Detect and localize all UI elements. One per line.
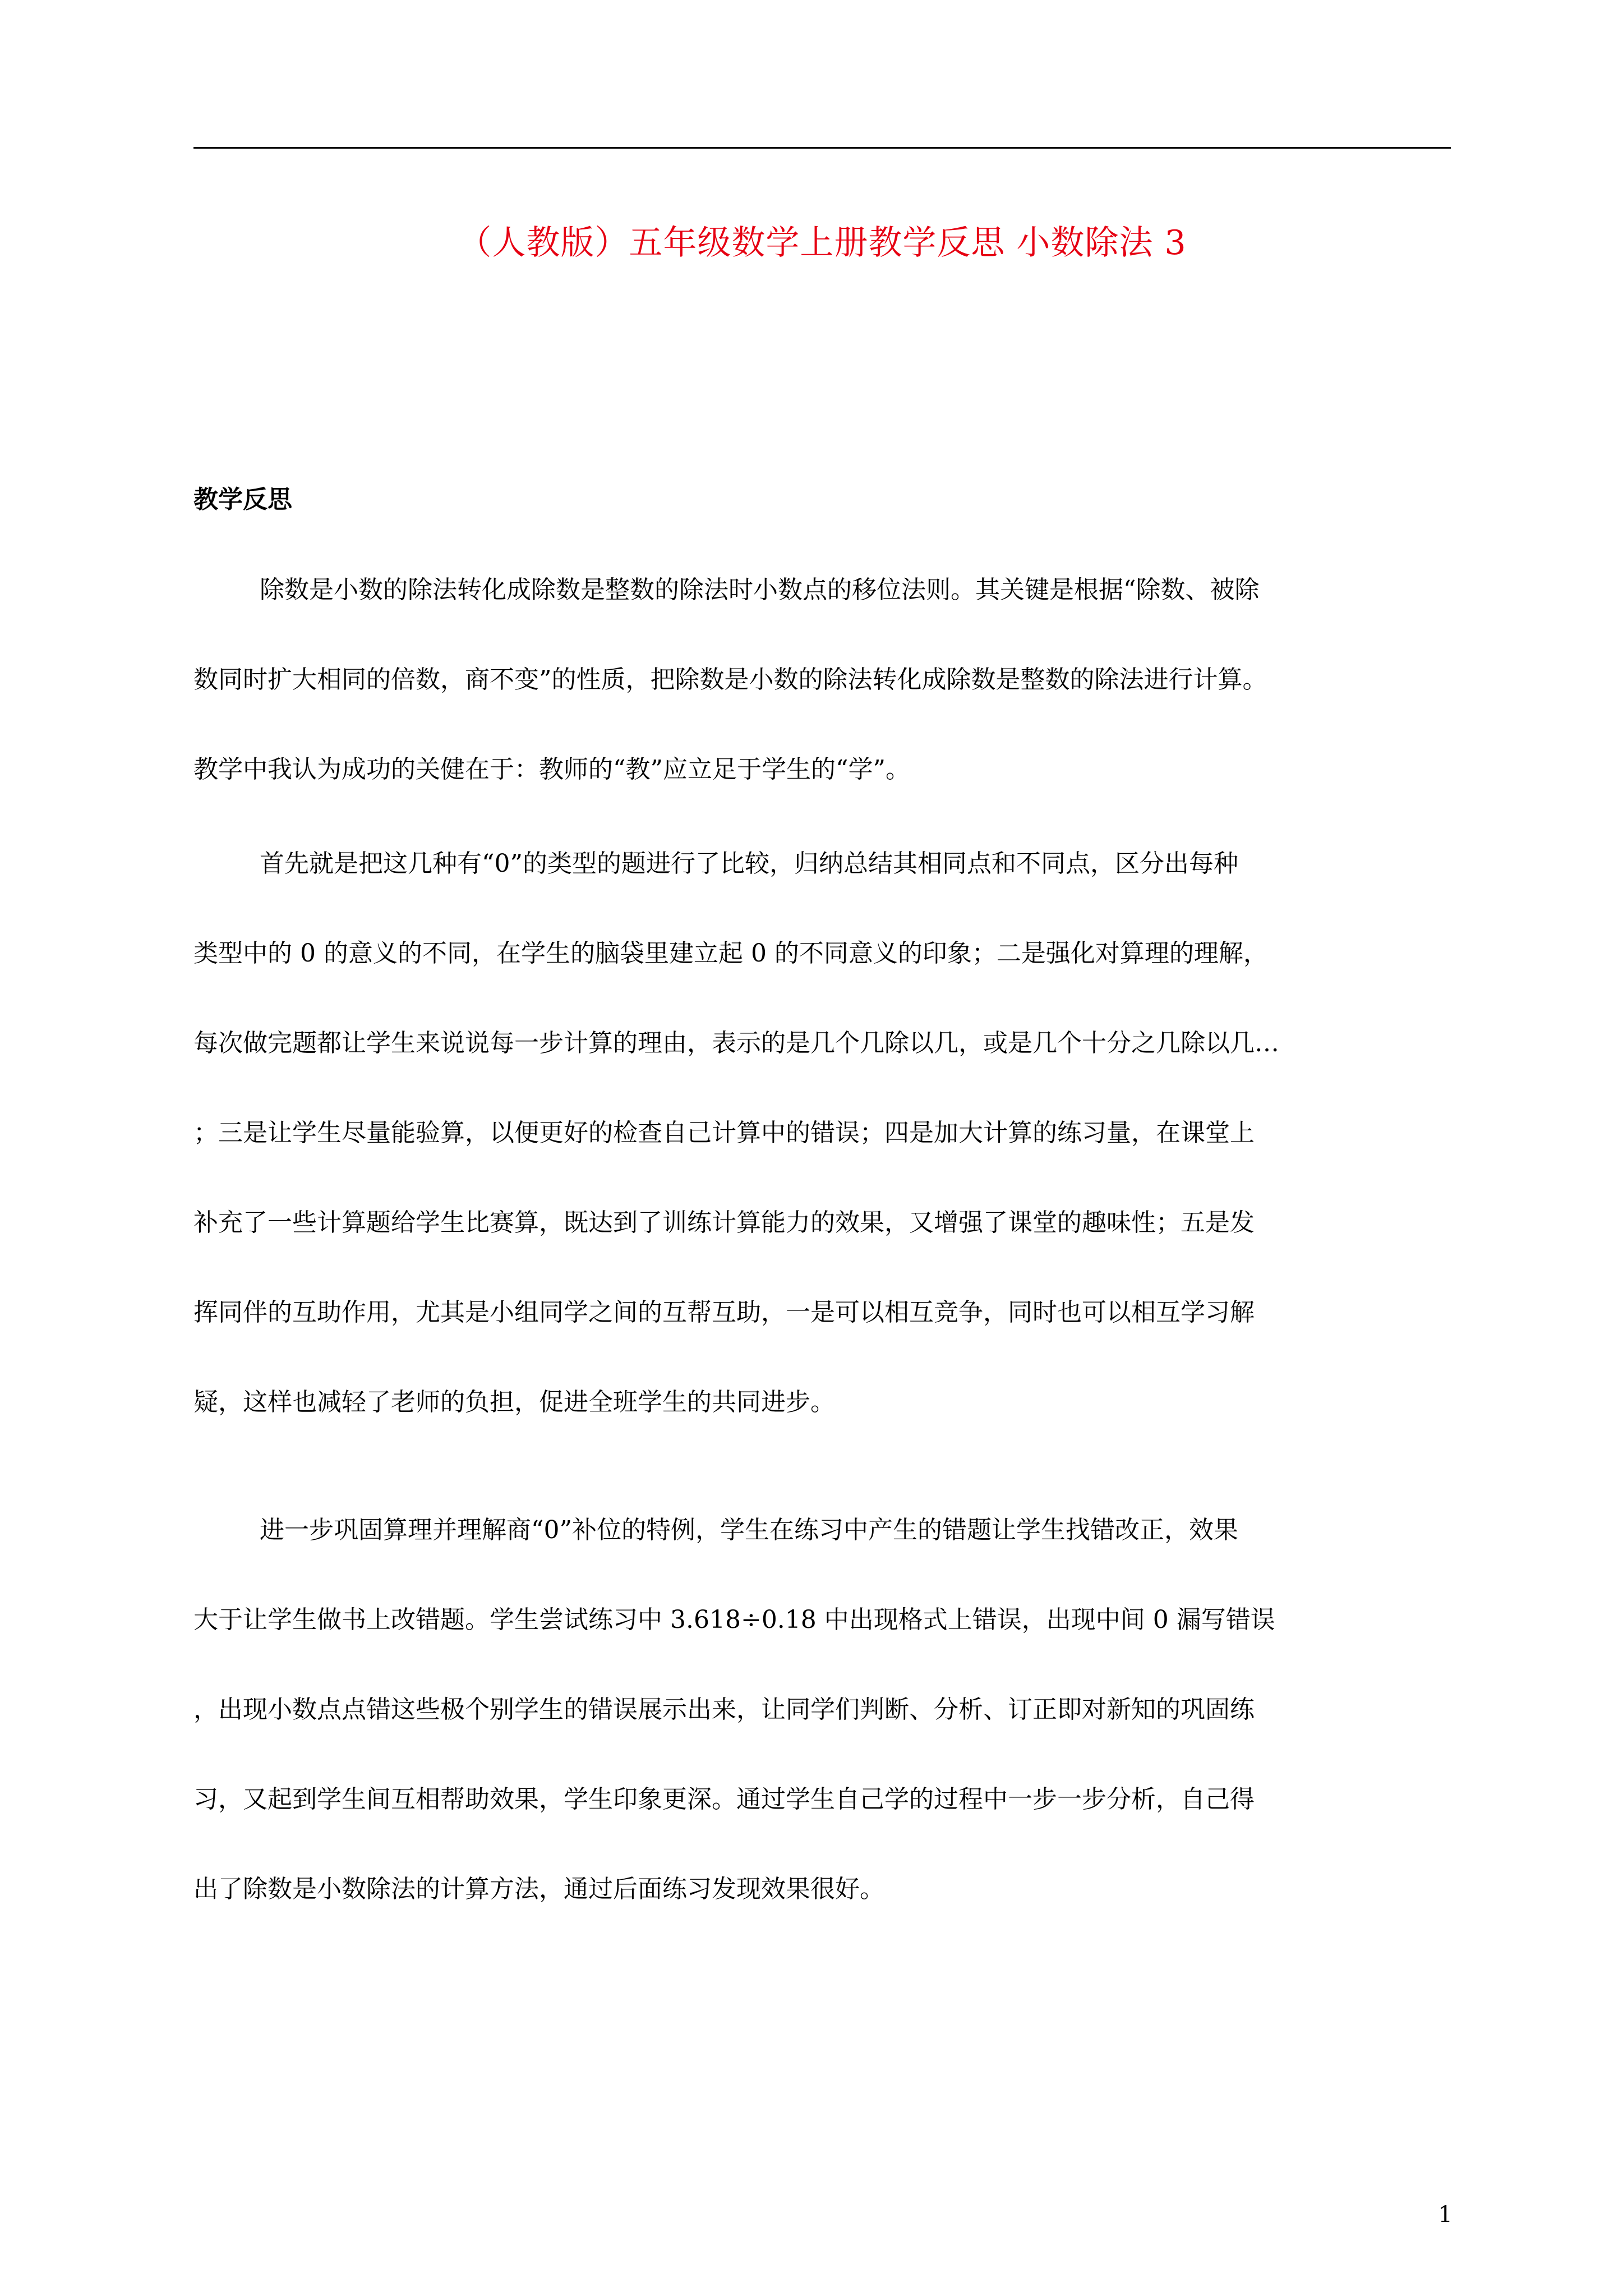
header-rule xyxy=(193,147,1451,149)
paragraph-3 xyxy=(193,1485,1451,1934)
paragraph-line: 首先就是把这几种有“0”的类型的题进行了比较，归纳总结其相同点和不同点，区分出每种 xyxy=(260,849,1238,878)
section-heading: 教学反思 xyxy=(193,485,292,514)
paragraph-line: ，出现小数点点错这些极个别学生的错误展示出来，让同学们判断、分析、订正即对新知的巩固练 xyxy=(193,1695,1255,1724)
paragraph-2 xyxy=(193,819,1451,1447)
paragraph-line: ；三是让学生尽量能验算，以便更好的检查自己计算中的错误；四是加大计算的练习量，在课堂上 xyxy=(193,1119,1255,1147)
paragraph-line: 类型中的 0 的意义的不同，在学生的脑袋里建立起 0 的不同意义的印象；二是强化对算理的理解， xyxy=(193,939,1268,968)
paragraph-line: 挥同伴的互助作用，尤其是小组同学之间的互帮互助，一是可以相互竞争，同时也可以相互学习解 xyxy=(193,1298,1255,1327)
paragraph-line: 进一步巩固算理并理解商“0”补位的特例，学生在练习中产生的错题让学生找错改正，效果 xyxy=(260,1516,1238,1544)
page-number: 1 xyxy=(1438,2202,1453,2228)
paragraph-line: 出了除数是小数除法的计算方法，通过后面练习发现效果很好。 xyxy=(193,1875,884,1903)
paragraph-line: 教学中我认为成功的关健在于：教师的“教”应立足于学生的“学”。 xyxy=(193,755,910,784)
paragraph-line: 疑，这样也减轻了老师的负担，促进全班学生的共同进步。 xyxy=(193,1388,835,1416)
document-title: （人教版）五年级数学上册教学反思 小数除法 3 xyxy=(458,223,1187,263)
paragraph-line: 习，又起到学生间互相帮助效果，学生印象更深。通过学生自己学的过程中一步一步分析，自己得 xyxy=(193,1785,1255,1814)
paragraph-line: 数同时扩大相同的倍数，商不变”的性质，把除数是小数的除法转化成除数是整数的除法进行计算。 xyxy=(193,665,1267,694)
paragraph-line: 大于让学生做书上改错题。学生尝试练习中 3.618÷0.18 中出现格式上错误，出现中间 0 漏写错误 xyxy=(193,1605,1275,1634)
paragraph-line: 每次做完题都让学生来说说每一步计算的理由，表示的是几个几除以几，或是几个十分之几除以几… xyxy=(193,1029,1279,1057)
paragraph-1 xyxy=(193,545,1451,815)
paragraph-line: 除数是小数的除法转化成除数是整数的除法时小数点的移位法则。其关键是根据“除数、被除 xyxy=(260,576,1260,604)
paragraph-line: 补充了一些计算题给学生比赛算，既达到了训练计算能力的效果，又增强了课堂的趣味性；五是发 xyxy=(193,1208,1255,1237)
